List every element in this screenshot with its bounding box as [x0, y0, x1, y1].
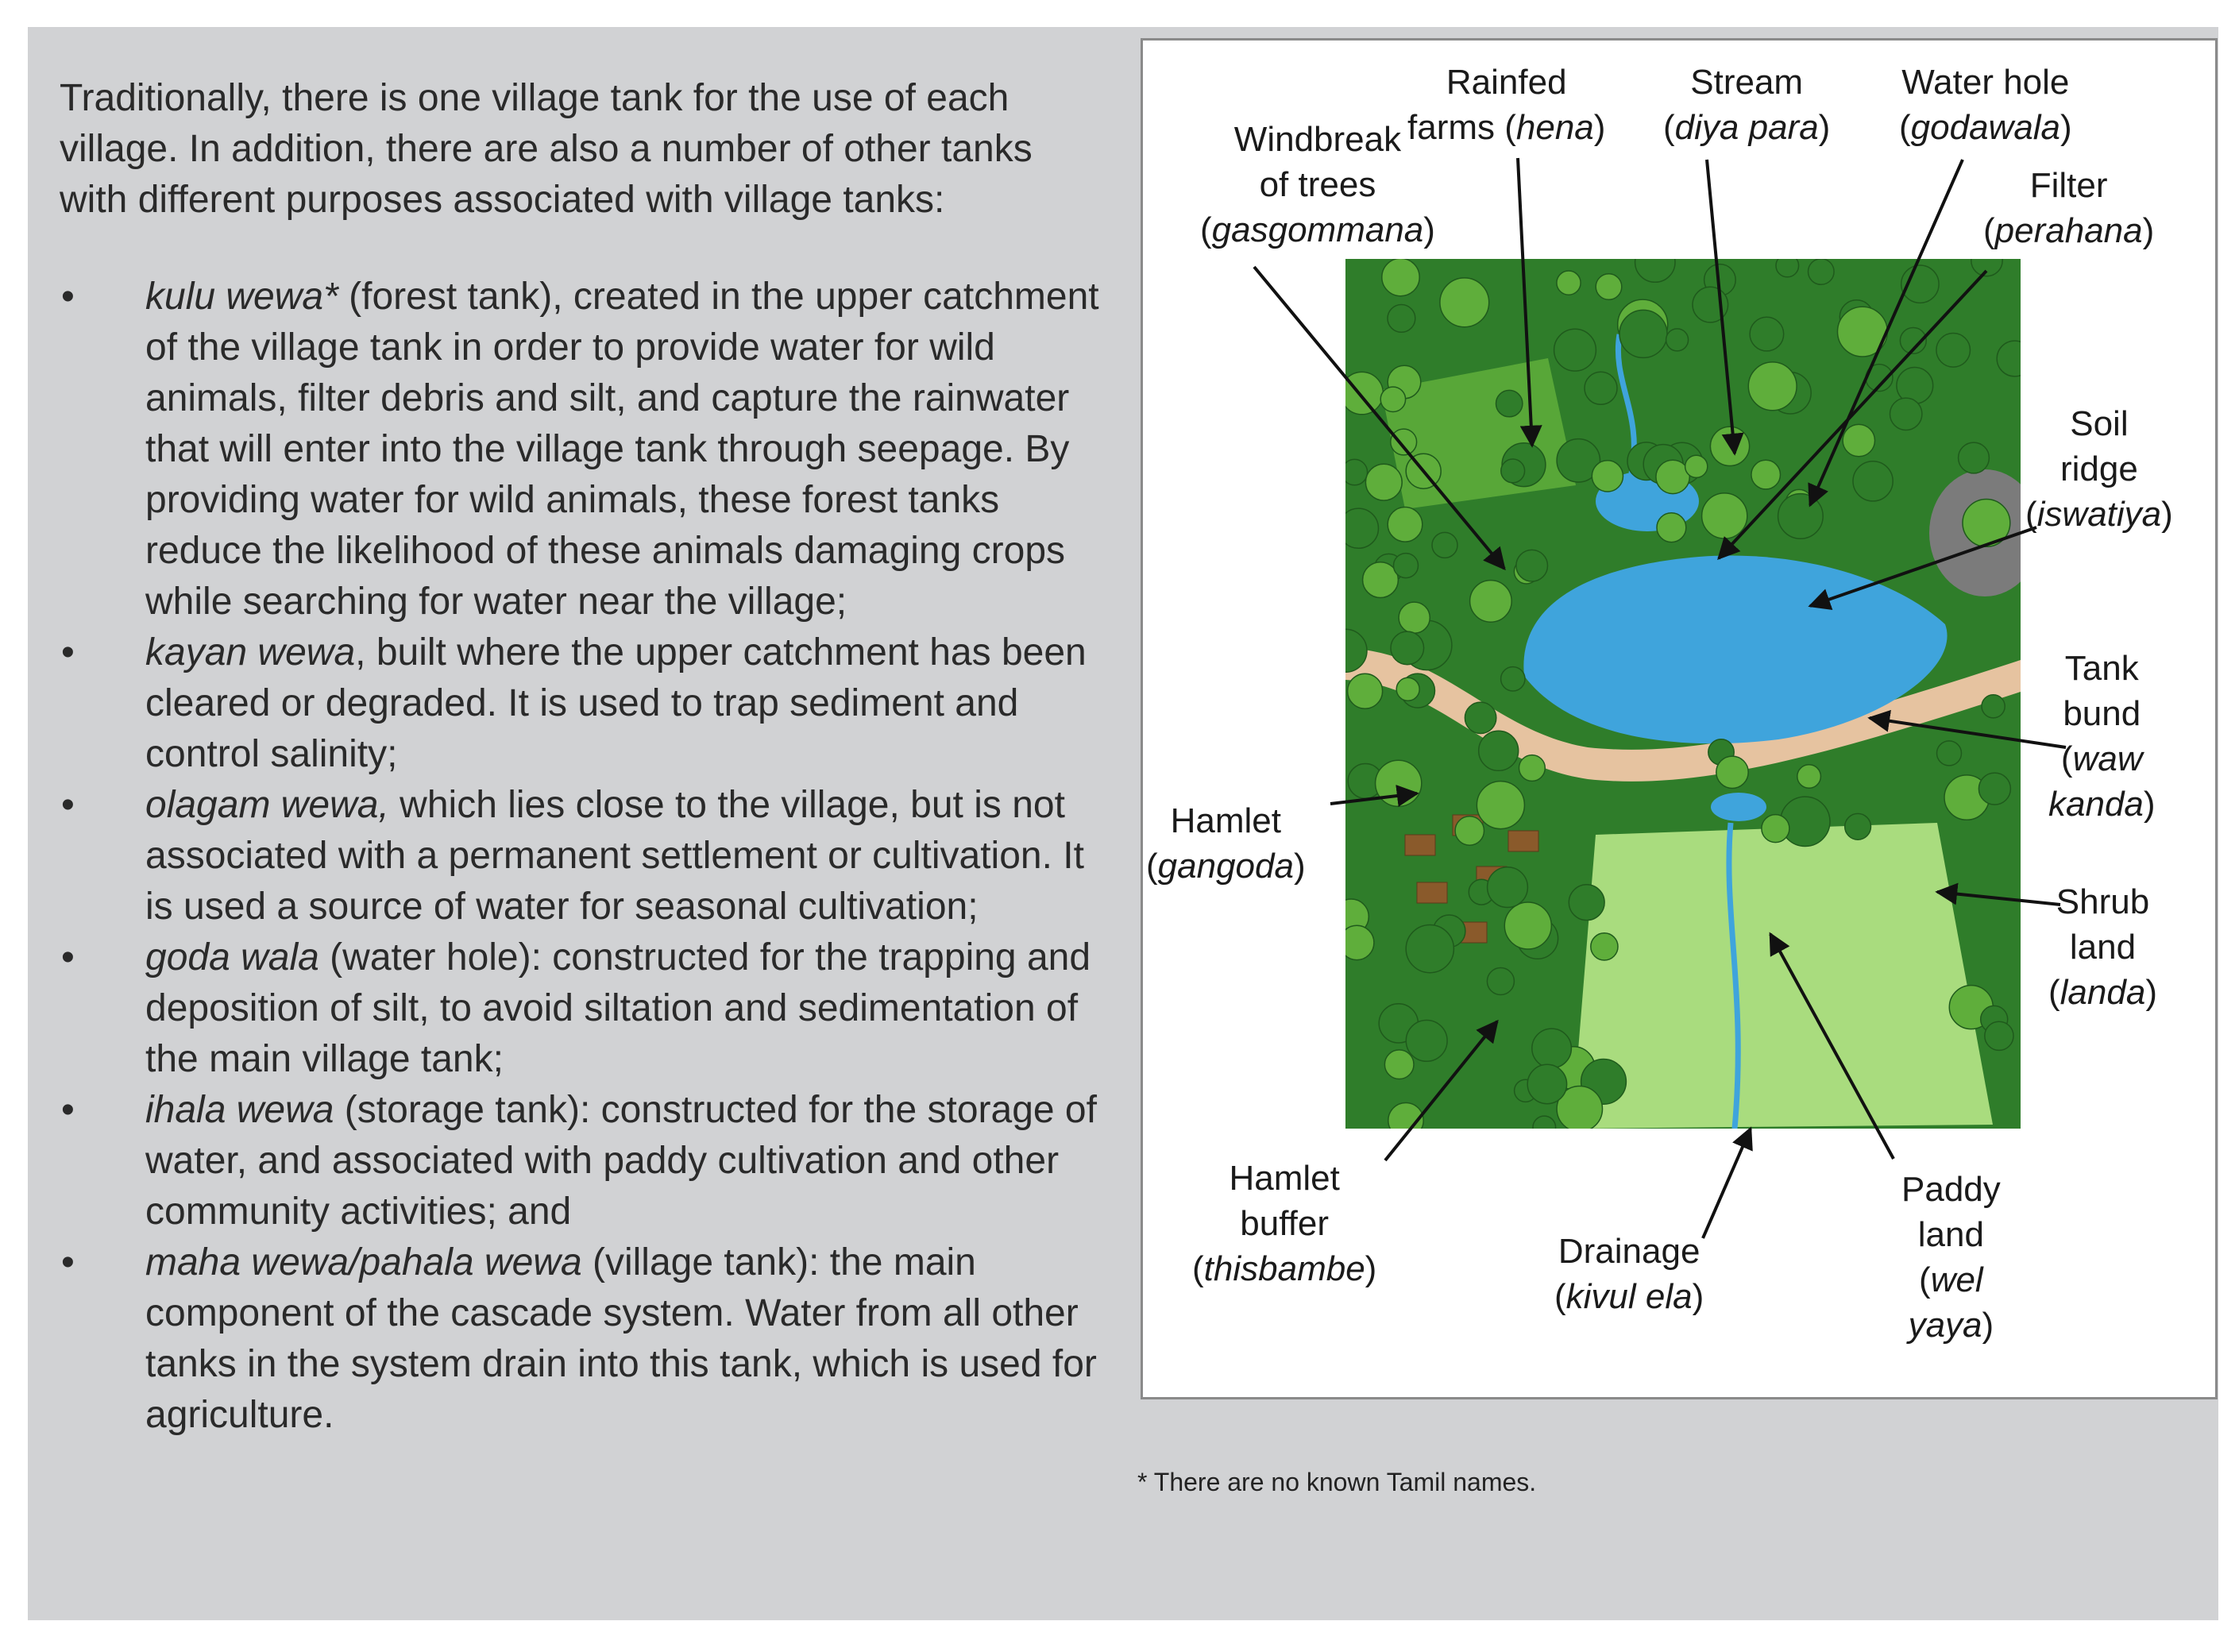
tree-canopy: [1391, 429, 1417, 455]
tree-canopy: [1592, 461, 1623, 492]
tree-canopy: [1527, 1064, 1566, 1103]
bullet-dot: •: [61, 631, 75, 674]
tank-name: ihala wewa: [145, 1089, 334, 1131]
tank-name: maha wewa/pahala wewa: [145, 1241, 582, 1283]
bullet-dot: •: [61, 936, 75, 978]
tree-canopy: [1685, 455, 1708, 477]
tree-canopy: [1778, 494, 1824, 539]
tree-canopy: [1406, 1021, 1447, 1062]
tree-canopy: [1985, 1021, 2013, 1050]
tree-canopy: [1516, 550, 1548, 581]
tree-canopy: [1341, 459, 1367, 484]
tree-canopy: [1569, 885, 1604, 921]
paddy-field-area: [1572, 823, 1993, 1129]
tree-canopy: [1776, 254, 1799, 277]
tree-canopy: [1388, 508, 1423, 542]
hut: [1508, 831, 1538, 851]
tree-canopy: [1557, 271, 1581, 295]
tree-canopy: [1487, 968, 1514, 995]
label-drainage: Drainage (kivul ela): [1554, 1232, 1704, 1316]
tree-canopy: [1470, 581, 1512, 623]
tree-canopy: [1324, 629, 1367, 672]
tree-canopy: [1455, 816, 1484, 845]
tree-canopy: [1843, 424, 1874, 456]
tree-canopy: [1937, 741, 1962, 766]
list-item: [60, 1237, 1116, 1441]
village-tank-diagram: [1141, 38, 2218, 1399]
tree-canopy: [1853, 461, 1893, 501]
tank-description: which lies close to the village, but is not associated with a permanent settlement or cultivation. It is used a source of water for seasonal cultivation;: [145, 784, 1084, 928]
text-column: [60, 73, 1116, 1441]
tree-canopy: [1396, 677, 1419, 701]
tree-canopy: [1365, 464, 1402, 500]
list-item: [60, 1085, 1116, 1237]
tree-canopy: [1978, 773, 2010, 805]
tree-canopy: [1501, 459, 1525, 483]
tree-canopy: [1432, 532, 1457, 558]
tree-canopy: [1997, 341, 2032, 376]
bullet-dot: •: [61, 1241, 75, 1283]
tank-name: olagam wewa,: [145, 784, 389, 826]
list-item: [60, 780, 1116, 932]
tree-canopy: [1388, 305, 1415, 333]
label-hamlet-buffer: Hamlet buffer (thisbambe): [1192, 1159, 1377, 1288]
tree-canopy: [1488, 867, 1528, 908]
bullet-dot: •: [61, 1089, 75, 1131]
tree-canopy: [1809, 259, 1835, 285]
tree-canopy: [1338, 508, 1378, 548]
tank-name: kayan wewa: [145, 631, 356, 674]
tree-canopy: [1635, 242, 1675, 282]
intro-paragraph: Traditionally, there is one village tank for the use of each village. In addition, there are also a number of other tanks with different purposes associated with village tanks:: [60, 77, 1033, 221]
tree-canopy: [1363, 562, 1399, 598]
tree-canopy: [1750, 317, 1784, 351]
tree-canopy: [1440, 278, 1489, 327]
tree-canopy: [1533, 1116, 1556, 1139]
label-shrub-land: Shrub land (landa): [2048, 882, 2157, 1012]
tree-canopy: [1340, 925, 1374, 959]
tree-canopy: [1656, 460, 1689, 493]
landscape-map: [1324, 242, 2040, 1139]
label-stream: Stream (diya para): [1663, 63, 1831, 147]
list-item: [60, 932, 1116, 1085]
tree-canopy: [1666, 329, 1689, 351]
label-water-hole: Water hole (godawala): [1899, 63, 2072, 147]
tree-canopy: [1762, 815, 1789, 843]
tree-canopy: [1797, 765, 1821, 789]
tree-canopy: [1384, 1050, 1414, 1079]
tree-canopy: [1532, 1029, 1572, 1068]
tank-description: (water hole): constructed for the trapping and deposition of silt, to avoid siltation and sedimentation of the main village tank;: [145, 936, 1091, 1080]
tree-canopy: [1376, 760, 1422, 806]
tree-canopy: [1496, 390, 1523, 416]
tree-canopy: [1380, 387, 1405, 411]
tree-canopy: [1845, 813, 1871, 840]
tree-canopy: [1348, 674, 1383, 708]
tree-canopy: [1554, 329, 1596, 371]
tree-canopy: [1702, 493, 1747, 538]
tree-canopy: [1890, 398, 1922, 430]
tree-canopy: [1391, 631, 1424, 665]
list-item: [60, 627, 1116, 780]
tank-name: goda wala: [145, 936, 319, 978]
tree-canopy: [1504, 902, 1551, 949]
tree-canopy: [1710, 427, 1749, 465]
tree-canopy: [1959, 442, 1990, 473]
tree-canopy: [1596, 274, 1622, 300]
tree-canopy: [1399, 602, 1430, 633]
tree-canopy: [1936, 334, 1971, 368]
label-filter: Filter (perahana): [1983, 166, 2155, 250]
tank-description: (storage tank): constructed for the storage of water, and associated with paddy cultivation and other community activities; and: [145, 1089, 1097, 1233]
tree-canopy: [1394, 554, 1419, 578]
tank-list: [60, 272, 1116, 1441]
tree-canopy: [1479, 731, 1519, 770]
list-item: [60, 272, 1116, 627]
tree-canopy: [1501, 667, 1525, 691]
label-hamlet: Hamlet (gangoda): [1146, 801, 1306, 886]
label-rainfed-farms: Rainfed farms (hena): [1407, 63, 1606, 147]
tree-canopy: [1406, 925, 1453, 973]
footnote: * There are no known Tamil names.: [1137, 1468, 1537, 1496]
tank-description: (village tank): the main component of the cascade system. Water from all other tanks in the system drain into this tank, which is used for agriculture.: [145, 1241, 1097, 1436]
bullet-dot: •: [61, 784, 75, 826]
tree-canopy: [1591, 933, 1618, 960]
tree-canopy: [1716, 756, 1748, 788]
tree-canopy: [1657, 513, 1686, 542]
label-paddy-land: Paddy land (wel yaya): [1901, 1170, 2001, 1345]
tank-name: kulu wewa*: [145, 276, 338, 318]
tree-canopy: [1477, 782, 1524, 829]
bullet-dot: •: [61, 276, 75, 318]
tank-description: (forest tank), created in the upper catchment of the village tank in order to provide water for wild animals, filter debris and silt, and capture the rainwater that will enter into the village tank through seepage. By providing water for wild animals, these forest tanks reduce the likelihood of these animals damaging crops while searching for water near the village;: [145, 276, 1099, 623]
arrow-drainage: [1703, 1129, 1751, 1238]
tree-canopy: [1751, 460, 1781, 489]
tree-canopy: [1519, 755, 1546, 782]
label-windbreak: Windbreak of trees (gasgommana): [1200, 120, 1435, 249]
hut: [1417, 882, 1447, 903]
small-pond-water: [1711, 793, 1766, 821]
label-soil-ridge: Soil ridge (iswatiya): [2025, 404, 2173, 534]
hut: [1405, 835, 1435, 855]
tree-canopy: [1382, 258, 1419, 295]
tree-canopy: [1982, 695, 2005, 718]
tree-canopy: [1585, 372, 1617, 404]
tree-canopy: [1748, 362, 1797, 411]
tank-description: , built where the upper catchment has been cleared or degraded. It is used to trap sediment and control salinity;: [145, 631, 1087, 775]
tree-canopy: [1619, 310, 1667, 357]
tree-canopy: [1465, 702, 1496, 733]
label-tank-bund: Tank bund (waw kanda): [2048, 649, 2156, 824]
